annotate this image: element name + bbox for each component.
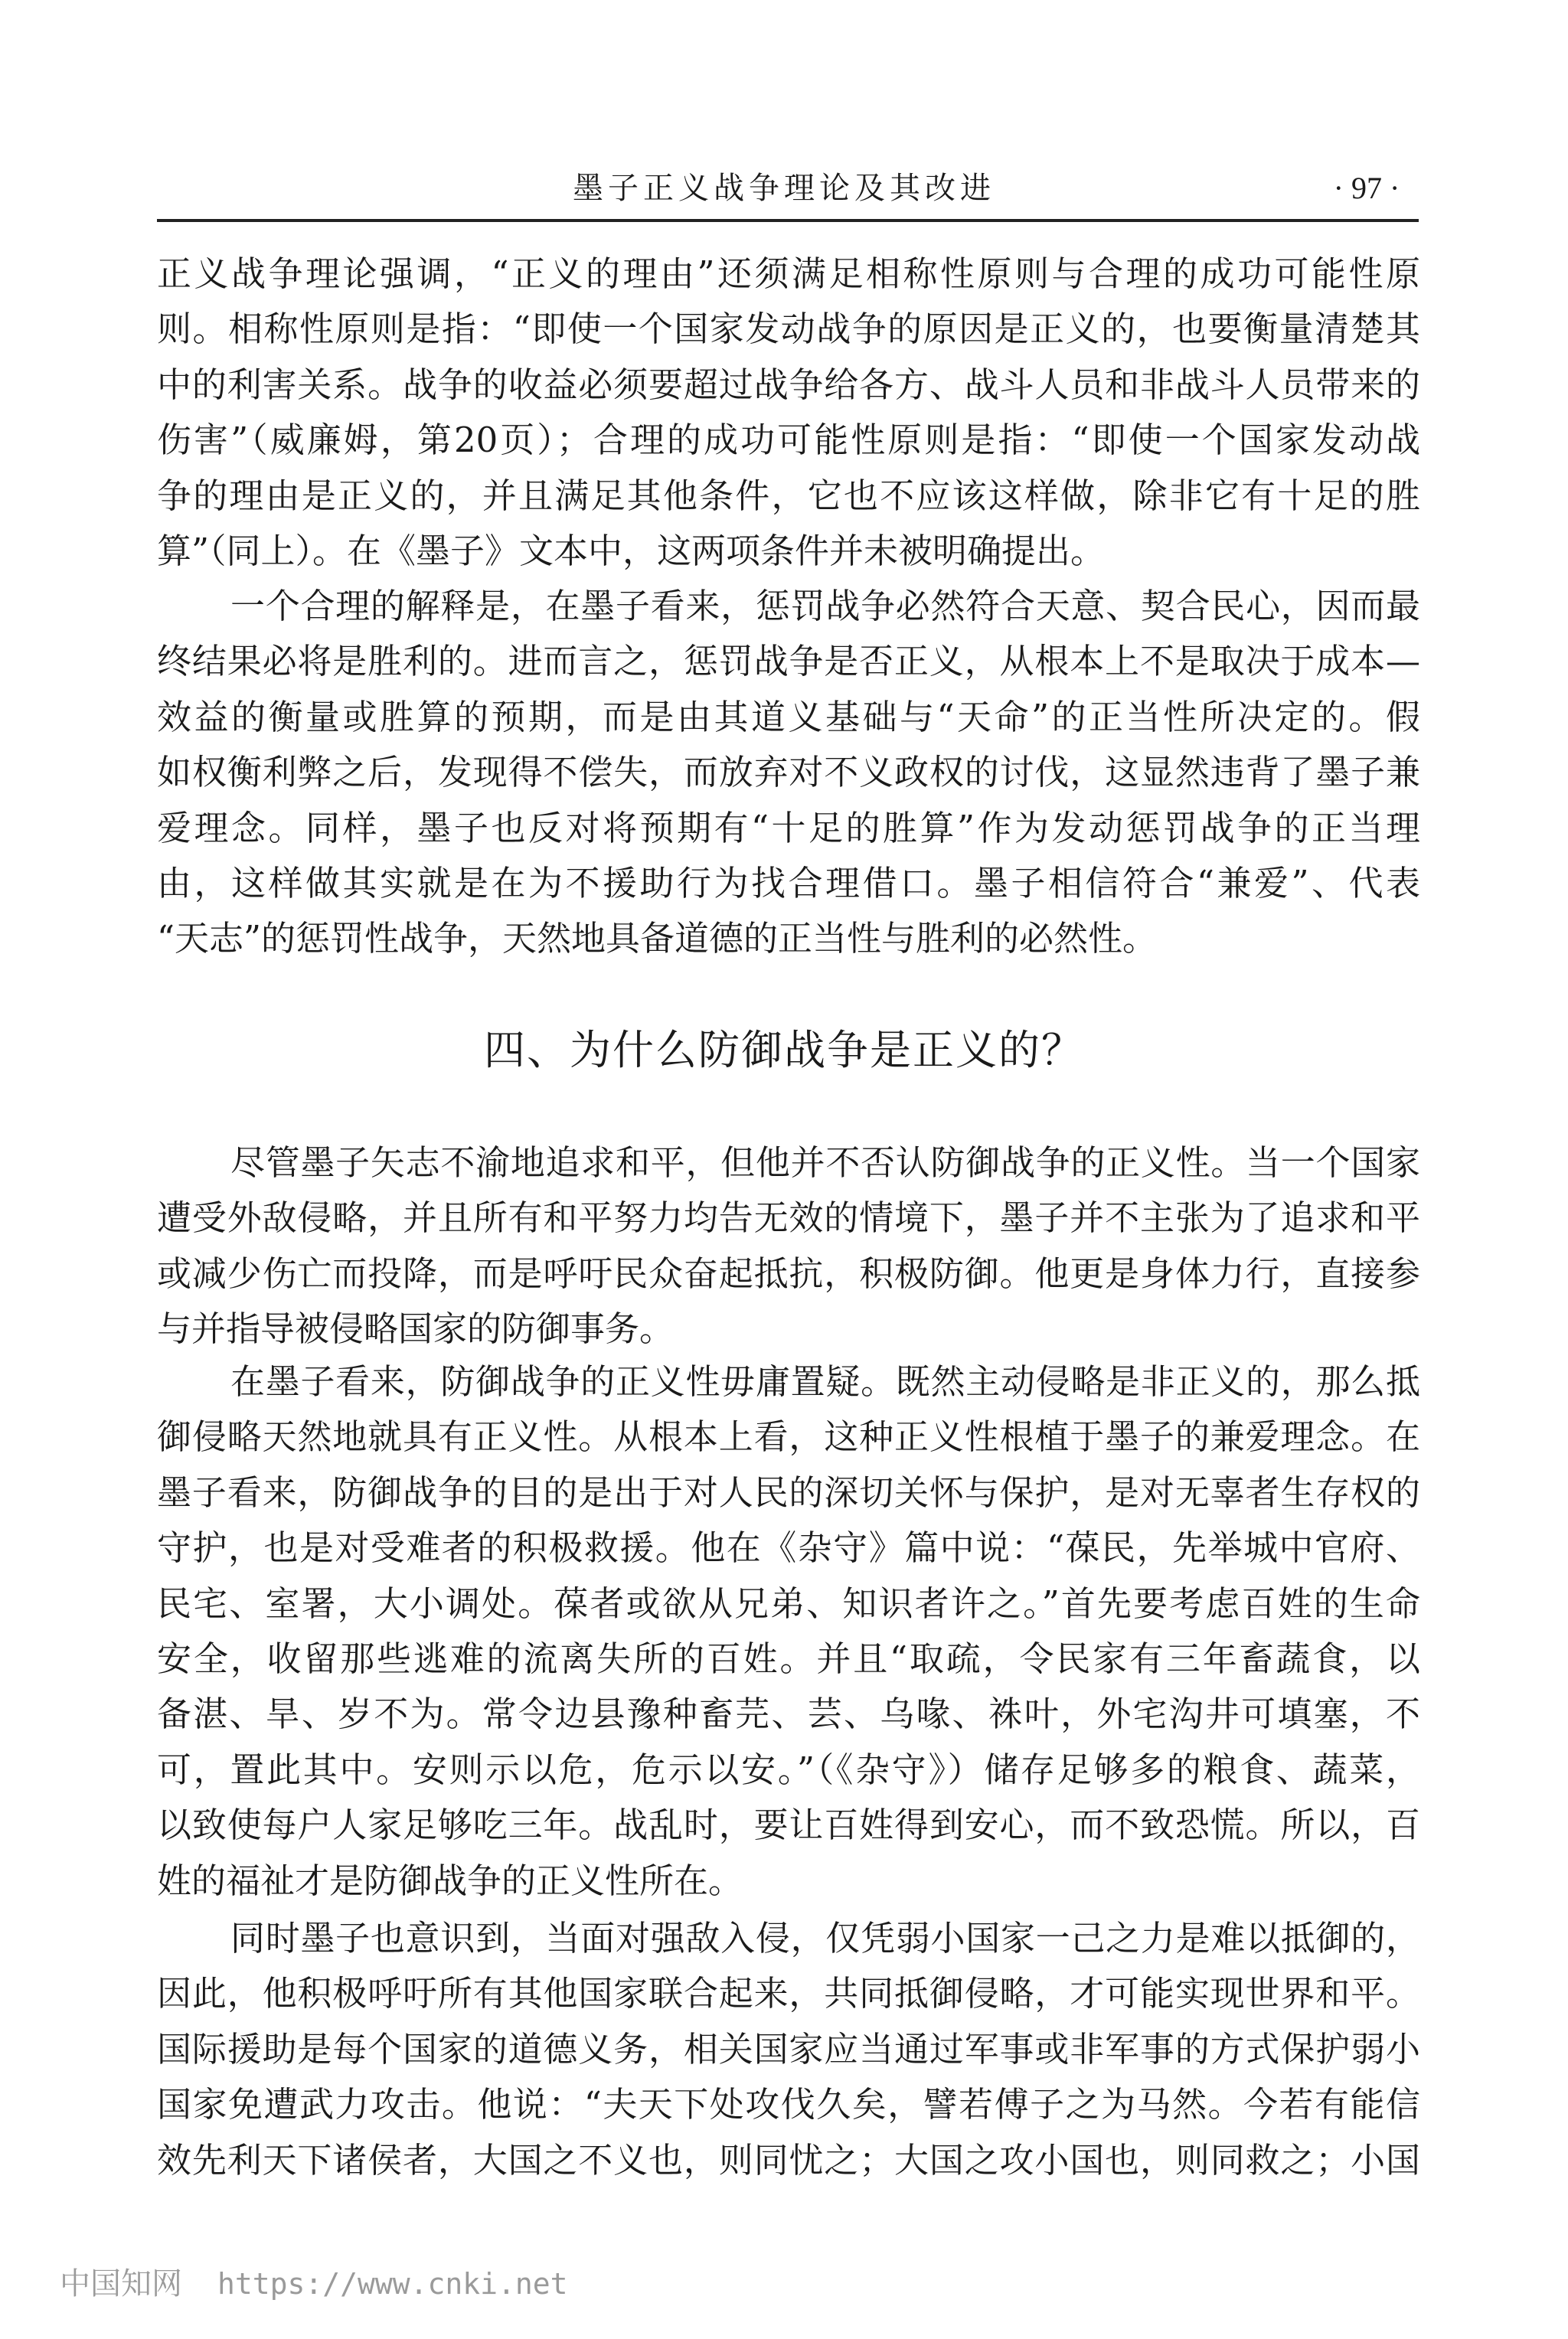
- text-line: 如权衡利弊之后，发现得不偿失，而放弃对不义政权的讨伐，这显然违背了墨子兼: [157, 752, 1420, 793]
- text-line: 民宅、室署，大小调处。葆者或欲从兄弟、知识者许之。”首先要考虑百姓的生命: [157, 1583, 1420, 1624]
- text-line: 正义战争理论强调，“正义的理由”还须满足相称性原则与合理的成功可能性原: [157, 253, 1420, 294]
- text-line: 守护，也是对受难者的积极救援。他在《杂守》篇中说：“葆民，先举城中官府、: [157, 1527, 1420, 1569]
- text-line: 安全，收留那些逃难的流离失所的百姓。并且“取疏，令民家有三年畜蔬食，以: [157, 1638, 1420, 1679]
- text-line: 在墨子看来，防御战争的正义性毋庸置疑。既然主动侵略是非正义的，那么抵: [230, 1361, 1420, 1402]
- cnki-watermark: [60, 2262, 568, 2305]
- text-line: 一个合理的解释是，在墨子看来，惩罚战争必然符合天意、契合民心，因而最: [230, 586, 1420, 626]
- text-line: 墨子看来，防御战争的目的是出于对人民的深切关怀与保护，是对无辜者生存权的: [157, 1472, 1420, 1513]
- text-line: “天志”的惩罚性战争，天然地具备道德的正当性与胜利的必然性。: [157, 918, 1158, 959]
- text-line: 备湛、旱、岁不为。常令边县豫种畜芫、芸、乌喙、祩叶，外宅沟井可填塞，不: [157, 1694, 1420, 1735]
- page-number: · 97 ·: [1333, 171, 1400, 205]
- text-line: 争的理由是正义的，并且满足其他条件，它也不应该这样做，除非它有十足的胜: [157, 475, 1420, 516]
- text-line: 与并指导被侵略国家的防御事务。: [157, 1308, 675, 1350]
- text-line: 效先利天下诸侯者，大国之不义也，则同忧之；大国之攻小国也，则同救之；小国: [157, 2139, 1420, 2181]
- text-line: 因此，他积极呼吁所有其他国家联合起来，共同抵御侵略，才可能实现世界和平。: [157, 1973, 1420, 2014]
- text-line: 终结果必将是胜利的。进而言之，惩罚战争是否正义，从根本上不是取决于成本—: [157, 641, 1420, 682]
- text-line: 遭受外敌侵略，并且所有和平努力均告无效的情境下，墨子并不主张为了追求和平: [157, 1197, 1420, 1239]
- text-line: 国家免遭武力攻击。他说：“夫天下处攻伐久矣，譬若傅子之为马然。今若有能信: [157, 2084, 1420, 2125]
- paragraph-3: [157, 1135, 1420, 1357]
- text-line: 国际援助是每个国家的道德义务，相关国家应当通过军事或非军事的方式保护弱小: [157, 2028, 1420, 2069]
- text-line: 或减少伤亡而投降，而是呼吁民众奋起抵抗，积极防御。他更是身体力行，直接参: [157, 1253, 1420, 1294]
- watermark-site-name: 中国知网: [60, 2266, 182, 2301]
- text-line: 由，这样做其实就是在为不援助行为找合理借口。墨子相信符合“兼爱”、代表: [157, 862, 1420, 903]
- text-line: 尽管墨子矢志不渝地追求和平，但他并不否认防御战争的正义性。当一个国家: [230, 1142, 1420, 1183]
- text-line: 算”（同上）。在《墨子》文本中，这两项条件并未被明确提出。: [157, 530, 1106, 571]
- text-line: 中的利害关系。战争的收益必须要超过战争给各方、战斗人员和非战斗人员带来的: [157, 364, 1420, 405]
- text-line: 可，置此其中。安则示以危，危示以安。”（《杂守》）储存足够多的粮食、蔬菜，: [157, 1749, 1420, 1790]
- running-title: 墨子正义战争理论及其改进: [573, 171, 995, 206]
- section-heading: 四、为什么防御战争是正义的？: [484, 1026, 1084, 1074]
- paragraph-2: [157, 579, 1420, 967]
- text-line: 伤害”（威廉姆，第20页）；合理的成功可能性原则是指：“即使一个国家发动战: [157, 420, 1420, 461]
- text-line: 御侵略天然地就具有正义性。从根本上看，这种正义性根植于墨子的兼爱理念。在: [157, 1416, 1420, 1458]
- watermark-url: https://www.cnki.net: [217, 2267, 568, 2301]
- text-line: 以致使每户人家足够吃三年。战乱时，要让百姓得到安心，而不致恐慌。所以，百: [157, 1805, 1420, 1846]
- text-line: 效益的衡量或胜算的预期，而是由其道义基础与“天命”的正当性所决定的。假: [157, 696, 1420, 737]
- header-rule: [157, 219, 1419, 222]
- paragraph-5: [157, 1911, 1420, 2188]
- text-line: 同时墨子也意识到，当面对强敌入侵，仅凭弱小国家一己之力是难以抵御的，: [230, 1918, 1420, 1958]
- text-line: 则。相称性原则是指：“即使一个国家发动战争的原因是正义的，也要衡量清楚其: [157, 309, 1420, 350]
- paragraph-1: [157, 247, 1420, 579]
- paragraph-4: [157, 1354, 1420, 1909]
- text-line: 姓的福祉才是防御战争的正义性所在。: [157, 1860, 743, 1901]
- text-line: 爱理念。同样，墨子也反对将预期有“十足的胜算”作为发动惩罚战争的正当理: [157, 807, 1420, 848]
